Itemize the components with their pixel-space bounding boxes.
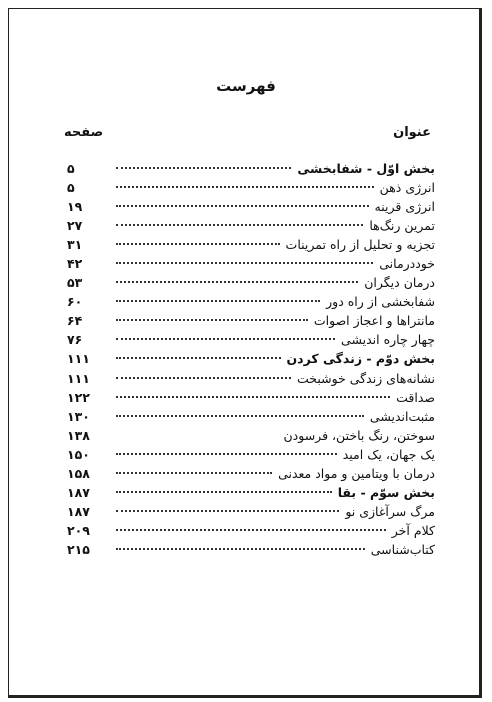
entry-title: درمان با ویتامین و مواد معدنی <box>278 465 435 481</box>
entry-title: تمرین رنگ‌ها <box>369 218 435 234</box>
toc-row <box>67 237 435 256</box>
page-number: ۶۴ <box>67 313 83 329</box>
toc-entry-label <box>367 409 435 424</box>
toc-row <box>67 390 435 409</box>
toc-entry-label <box>294 161 435 176</box>
toc-row <box>67 542 435 561</box>
dot-leader <box>116 434 278 436</box>
toc-row <box>67 180 435 199</box>
dot-leader <box>116 243 280 245</box>
entry-title: صداقت <box>396 389 435 405</box>
toc-row <box>67 371 435 390</box>
toc-entry-label <box>366 218 435 233</box>
page-number: ۴۲ <box>67 256 83 272</box>
page-number: ۱۱۱ <box>67 351 90 367</box>
toc-section-row <box>67 161 435 180</box>
toc-row <box>67 504 435 523</box>
dot-leader <box>116 224 363 226</box>
section-prefix: بخش اوّل - <box>362 161 435 176</box>
dot-leader <box>116 262 373 264</box>
section-prefix: بخش سوّم - <box>356 484 435 500</box>
toc-row <box>67 447 435 466</box>
entry-title: سوختن، رنگ باختن، فرسودن <box>283 427 435 443</box>
entry-title: شفابخشی <box>297 161 363 176</box>
entry-title: مرگ سرآغازی نو <box>345 503 435 519</box>
toc-entry-label <box>368 542 435 557</box>
toc-section-row <box>67 351 435 370</box>
toc-row <box>67 313 435 332</box>
dot-leader <box>116 415 364 417</box>
dot-leader <box>116 472 272 474</box>
entry-title: شفابخشی از راه دور <box>326 294 435 310</box>
dot-leader <box>116 510 339 512</box>
page-number: ۲۷ <box>67 218 83 234</box>
dot-leader <box>116 338 335 340</box>
page-number: ۱۸۷ <box>67 484 90 500</box>
toc-entry-label <box>311 313 435 328</box>
table-of-contents <box>67 161 435 561</box>
entry-title: زندگی کردن <box>286 351 363 367</box>
entry-title: خوددرمانی <box>379 256 435 272</box>
dot-leader <box>116 319 308 321</box>
entry-title: تجزیه و تحلیل از راه تمرینات <box>285 237 435 253</box>
header-title-column: عنوان <box>393 125 431 140</box>
entry-title: مانتراها و اعجاز اصوات <box>313 313 435 329</box>
entry-title: نشانه‌های زندگی خوشبخت <box>297 370 435 386</box>
toc-row <box>67 256 435 275</box>
toc-entry-label <box>377 180 435 195</box>
toc-row <box>67 409 435 428</box>
dot-leader <box>116 548 365 550</box>
dot-leader <box>116 186 374 188</box>
entry-title: انرژی قرینه <box>374 199 435 215</box>
toc-row <box>67 294 435 313</box>
toc-section-row <box>67 485 435 504</box>
toc-entry-label <box>281 428 436 443</box>
dot-leader <box>116 453 337 455</box>
page-number: ۲۰۹ <box>67 522 90 538</box>
page-number: ۱۱۱ <box>67 370 90 386</box>
page-number: ۱۹ <box>67 199 83 215</box>
entry-title: مثبت‌اندیشی <box>369 408 435 424</box>
entry-title: درمان دیگران <box>364 275 435 291</box>
page-number: ۱۵۸ <box>67 465 90 481</box>
toc-row <box>67 275 435 294</box>
toc-entry-label <box>338 332 435 347</box>
toc-entry-label <box>335 485 435 500</box>
dot-leader <box>116 396 390 398</box>
entry-title: یک جهان، یک امید <box>342 446 435 462</box>
toc-entry-label <box>275 466 435 481</box>
toc-entry-label <box>361 275 435 290</box>
page-number: ۱۲۲ <box>67 389 90 405</box>
toc-entry-label <box>376 256 435 271</box>
toc-entry-label <box>284 351 435 366</box>
page-number: ۵۳ <box>67 275 83 291</box>
page-title: فهرست <box>216 77 276 95</box>
page-number: ۱۳۸ <box>67 427 90 443</box>
entry-title: کلام آخر <box>391 522 435 538</box>
toc-row <box>67 428 435 447</box>
toc-entry-label <box>283 237 435 252</box>
toc-header <box>64 125 431 145</box>
toc-row <box>67 199 435 218</box>
toc-entry-label <box>389 523 435 538</box>
toc-entry-label <box>372 199 435 214</box>
page-number: ۱۳۰ <box>67 408 90 424</box>
dot-leader <box>116 357 281 359</box>
dot-leader <box>116 205 369 207</box>
page-number: ۵ <box>67 180 75 196</box>
page-number: ۷۶ <box>67 332 83 348</box>
dot-leader <box>116 377 291 379</box>
page-number: ۳۱ <box>67 237 83 253</box>
toc-entry-label <box>323 294 435 309</box>
section-prefix: بخش دوّم - <box>362 351 435 367</box>
dot-leader <box>116 491 332 493</box>
entry-title: بقا <box>337 484 357 500</box>
entry-title: چهار چاره اندیشی <box>341 332 435 348</box>
page-number: ۵ <box>67 161 75 176</box>
toc-entry-label <box>340 447 435 462</box>
page-number: ۱۸۷ <box>67 503 90 519</box>
page-number: ۲۱۵ <box>67 541 90 557</box>
toc-entry-label <box>294 371 435 386</box>
page-number: ۶۰ <box>67 294 83 310</box>
entry-title: انرژی ذهن <box>379 180 435 196</box>
header-page-column: صفحه <box>64 125 104 140</box>
dot-leader <box>116 281 358 283</box>
toc-row <box>67 523 435 542</box>
entry-title: کتاب‌شناسی <box>370 541 435 557</box>
toc-entry-label <box>342 504 435 519</box>
toc-entry-label <box>393 390 435 405</box>
toc-row <box>67 466 435 485</box>
book-page <box>8 8 482 698</box>
page-number: ۱۵۰ <box>67 446 90 462</box>
toc-row <box>67 332 435 351</box>
dot-leader <box>116 300 320 302</box>
toc-row <box>67 218 435 237</box>
dot-leader <box>116 167 291 169</box>
dot-leader <box>116 529 386 531</box>
